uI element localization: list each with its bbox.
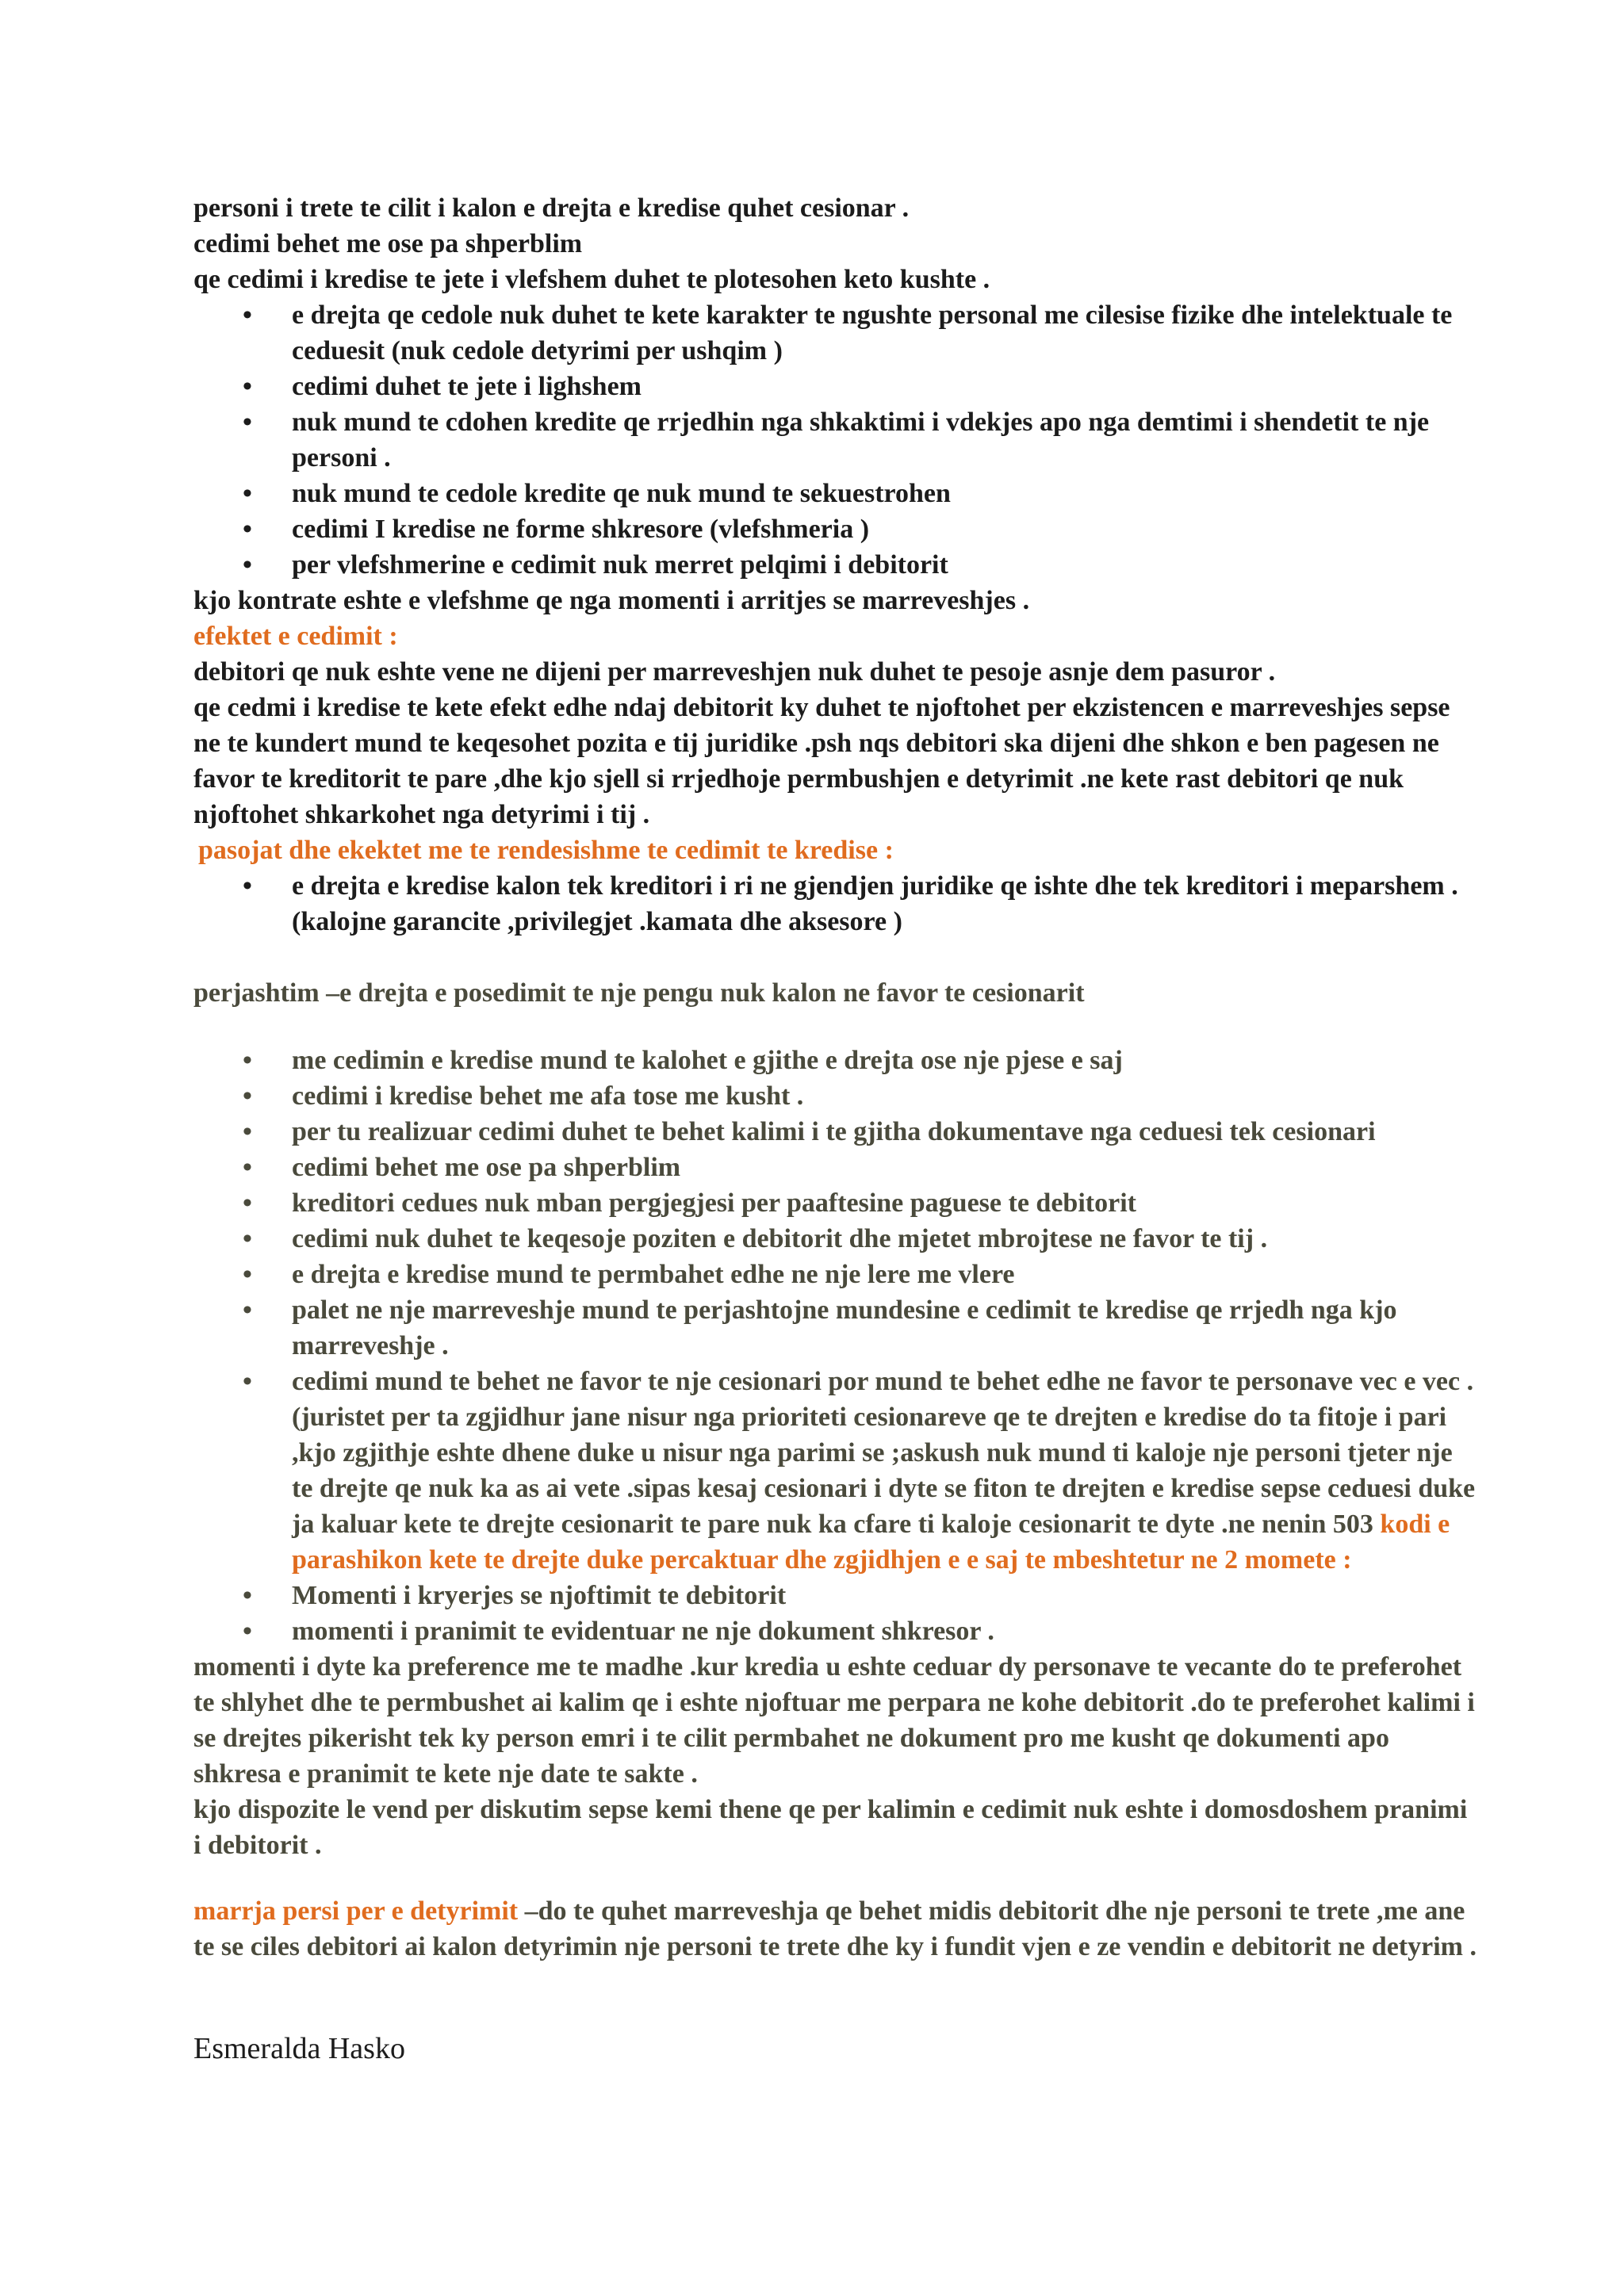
list-item: • e drejta e kredise kalon tek kreditori i ri ne gjendjen juridike qe ishte dhe tek kreditori i meparshem .(kalojne garancite ,privilegjet .kamata dhe aksesore ) xyxy=(193,868,1478,939)
line-kontrate: kjo kontrate eshte e vlefshme qe nga momenti i arritjes se marreveshjes . xyxy=(193,586,1030,615)
line-shperblim: cedimi behet me ose pa shperblim xyxy=(193,229,583,258)
list-item: • cedimi behet me ose pa shperblim xyxy=(193,1150,1478,1185)
paragraph-dispozite: kjo dispozite le vend per diskutim sepse kemi thene qe per kalimin e cedimit nuk eshte i domosdoshem pranimi i debitorit . xyxy=(193,1795,1468,1860)
list-item: • e drejta qe cedole nuk duhet te kete karakter te ngushte personal me cilesise fizike dhe intelektuale te ceduesit (nuk cedole detyrimi per ushqim ) xyxy=(193,297,1478,369)
consequences-list xyxy=(193,868,1478,939)
list-item: • cedimi nuk duhet te keqesoje poziten e debitorit dhe mjetet mbrojtese ne favor te tij . xyxy=(193,1221,1478,1257)
heading-pasojat: pasojat dhe ekektet me te rendesishme te cedimit te kredise : xyxy=(198,836,894,865)
list-item: • cedimi i kredise behet me afa tose me kusht . xyxy=(193,1078,1478,1114)
paragraph-momenti: momenti i dyte ka preference me te madhe .kur kredia u eshte ceduar dy personave te vecante do te preferohet te shlyhet dhe te permbushet ai kalim qe i eshte njoftuar me perpara ne kohe debitorit .do te preferohet kalimi i se drejtes pikerisht tek ky person emri i te cilit permbahet ne dokument pro me kusht qe dokumenti apo shkresa e pranimit te kete nje date te sakte . xyxy=(193,1652,1475,1789)
heading-efektet: efektet e cedimit : xyxy=(193,622,398,651)
paragraph-debitori: debitori qe nuk eshte vene ne dijeni per marreveshjen nuk duhet te pesoje asnje dem pasuror . xyxy=(193,657,1276,687)
list-item: • me cedimin e kredise mund te kalohet e gjithe e drejta ose nje pjese e saj xyxy=(193,1043,1478,1078)
list-item: • nuk mund te cdohen kredite qe rrjedhin nga shkaktimi i vdekjes apo nga demtimi i shendetit te nje personi . xyxy=(193,404,1478,476)
list-item: • nuk mund te cedole kredite qe nuk mund te sekuestrohen xyxy=(193,476,1478,511)
list-item: • momenti i pranimit te evidentuar ne nje dokument shkresor . xyxy=(193,1613,1478,1649)
spacer xyxy=(193,939,1478,975)
list-item: • cedimi duhet te jete i lighshem xyxy=(193,369,1478,404)
line-cesionar: personi i trete te cilit i kalon e drejta e kredise quhet cesionar . xyxy=(193,193,910,223)
conditions-list xyxy=(193,297,1478,583)
list-item: • e drejta e kredise mund te permbahet edhe ne nje lere me vlere xyxy=(193,1257,1478,1292)
paragraph-perjashtim: perjashtim –e drejta e posedimit te nje pengu nuk kalon ne favor te cesionarit xyxy=(193,978,1085,1008)
marrja-text: –do te quhet marreveshja qe behet midis debitorit dhe nje personi te trete ,me ane te se ciles debitori ai kalon detyrimin nje personi te trete dhe ky i fundit vjen e ze vendin e debitorit ne detyrim . xyxy=(193,1896,1477,1961)
rules-list xyxy=(193,1043,1478,1649)
author-signature: Esmeralda Hasko xyxy=(193,2032,405,2065)
document-page xyxy=(193,190,1478,2067)
list-item: • kreditori cedues nuk mban pergjegjesi per paaftesine paguese te debitorit xyxy=(193,1185,1478,1221)
bullet-text: cedimi mund te behet ne favor te nje cesionari por mund te behet edhe ne favor te personave vec e vec .(juristet per ta zgjidhur jane nisur nga prioriteti cesionareve qe te drejten e kredise do ta fitoje i pari ,kjo zgjithje eshte dhene duke u nisur nga parimi se ;askush nuk mund ti kaloje nje personi tjeter nje te drejte qe nuk ka as ai vete .sipas kesaj cesionari i dyte se fiton te drejten e kredise sepse ceduesi duke ja kaluar kete te drejte cesionarit te pare nuk ka cfare ti kaloje cesionarit te dyte .ne nenin 503 xyxy=(292,1367,1476,1539)
list-item: • per tu realizuar cedimi duhet te behet kalimi i te gjitha dokumentave nga ceduesi tek cesionari xyxy=(193,1114,1478,1150)
heading-marrja: marrja persi per e detyrimit xyxy=(193,1896,525,1926)
list-item: • per vlefshmerine e cedimit nuk merret pelqimi i debitorit xyxy=(193,547,1478,583)
list-item: • cedimi I kredise ne forme shkresore (vlefshmeria ) xyxy=(193,511,1478,547)
spacer xyxy=(193,1011,1478,1043)
list-item: • Momenti i kryerjes se njoftimit te debitorit xyxy=(193,1578,1478,1613)
paragraph-njoftim: qe cedmi i kredise te kete efekt edhe ndaj debitorit ky duhet te njoftohet per ekzistencen e marreveshjes sepse ne te kundert mund te keqesohet pozita e tij juridike .psh nqs debitori ska dijeni dhe shkon e ben pagesen ne favor te kreditorit te pare ,dhe kjo sjell si rrjedhoje permbushjen e detyrimit .ne kete rast debitori qe nuk njoftohet shkarkohet nga detyrimi i tij . xyxy=(193,693,1450,829)
list-item: • palet ne nje marreveshje mund te perjashtojne mundesine e cedimit te kredise qe rrjedh nga kjo marreveshje . xyxy=(193,1292,1478,1364)
paragraph-marrja xyxy=(193,1893,1478,1965)
section-perjashtim xyxy=(193,975,1478,1965)
bullet-highlight: kodi e parashikon kete te drejte duke percaktuar dhe zgjidhjen e e saj te mbeshtetur ne 2 momete : xyxy=(292,1510,1450,1575)
list-item-cesionari xyxy=(193,1364,1478,1578)
spacer xyxy=(193,1863,1478,1893)
line-kushte: qe cedimi i kredise te jete i vlefshem duhet te plotesohen keto kushte . xyxy=(193,265,990,294)
